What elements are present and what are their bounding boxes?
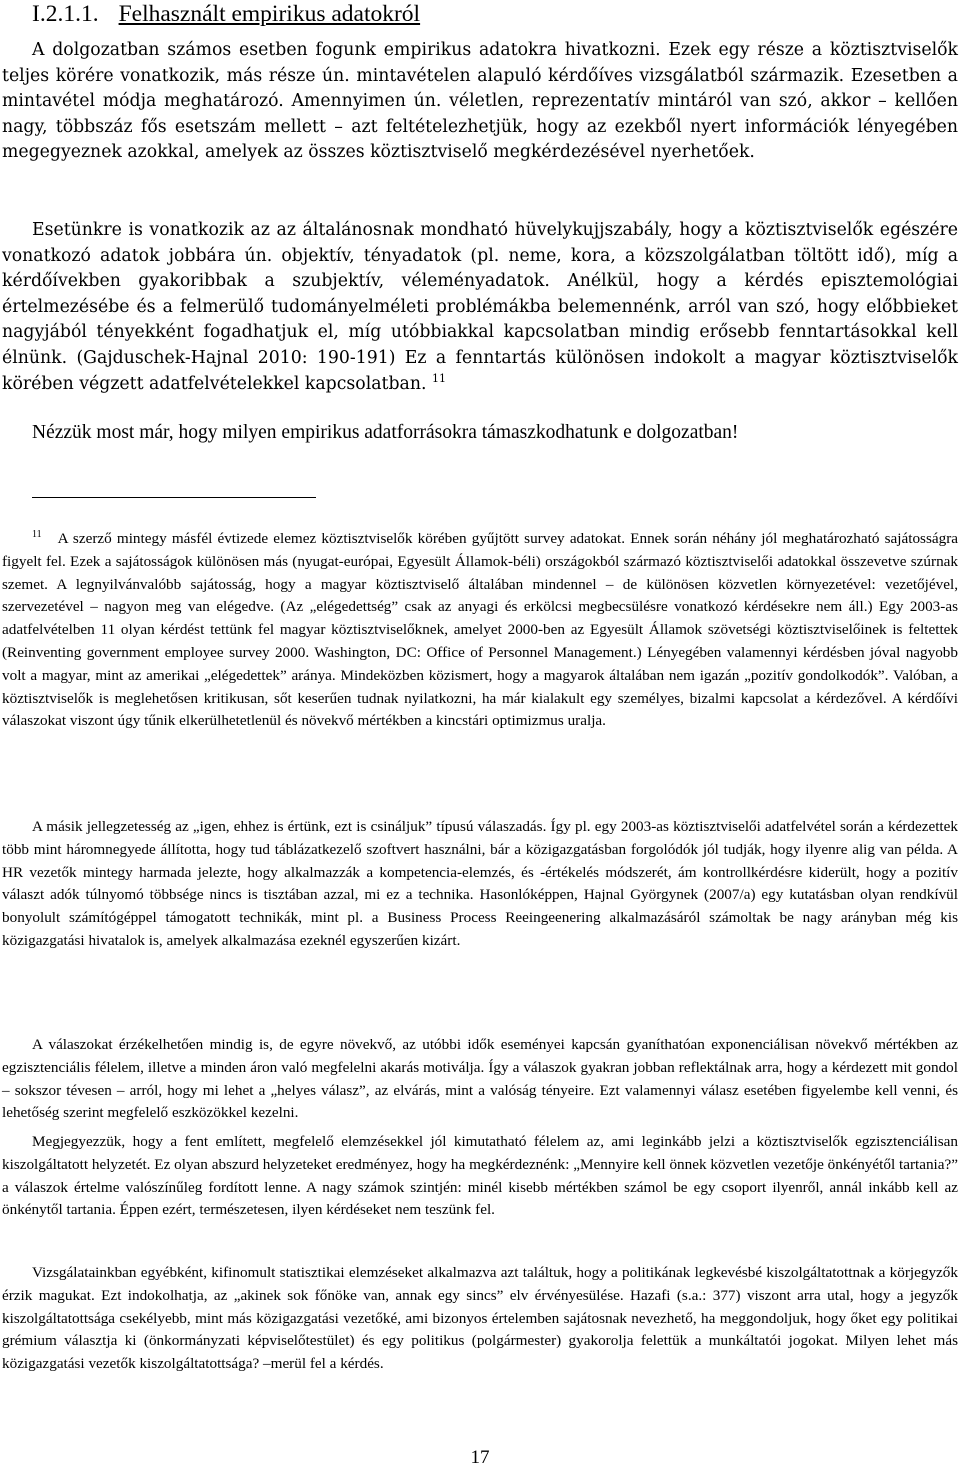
page-number: 17 bbox=[470, 1447, 490, 1468]
footnote-paragraph-2: A másik jellegzetesség az „igen, ehhez is értünk, ezt is csináljuk” típusú válaszadás. Így pl. egy 2003-as köztisztviselői adatfelvétel során a kérdezettek több mint háromnegyede állította, hogy tud táblázatkezelő szoftvert használni, bár a közigazgatásban forgolódók jól tudják, hogy ilyenre alig van példa. A HR vezetők mintegy harmada jelezte, hogy alkalmazzák a kompetencia-elemzés, és -értékelés módszerét, ám kontrollkérdésre kiderült, hogy a pozitív választ adók túlnyomó többsége nincs is tisztában azzal, mi ez a technika. Hasonlóképpen, Hajnal Györgynek (2007/a) egy kutatásban olyan rendkívül bonyolult számítógéppel támogatott technikák, mint pl. a Business Process Reeingeenering alkalmazásáról számoltak be nagy arányban még kis közigazgatási hivatalok is, amelyek alkalmazása ezeknél egyszerűen kizárt. bbox=[2, 818, 958, 949]
body-paragraph-2 bbox=[2, 218, 958, 397]
footnote-paragraph-1 bbox=[2, 528, 958, 733]
footnote-paragraph-4: Megjegyezzük, hogy a fent említett, megfelelő elemzésekkel jól kimutatható félelem az, ami leginkább jelzi a köztisztviselők egzisztenciálisan kiszolgáltatott helyzetét. Ez olyan abszurd helyzeteket eredményez, hogy ha megkérdeznénk: „Mennyire kell önnek közvetlen vezetője önkényétől tartania?” a válaszok értelme valószínűleg fordított lenne. A nagy számok szintjén: minél kisebb mértékben számol be egy csoport ilyenről, annál inkább kell az önkénytől tartania. Éppen ezért, természetesen, ilyen kérdéseket nem teszünk fel. bbox=[2, 1133, 958, 1219]
footnote-reference[interactable]: 11 bbox=[431, 371, 446, 385]
section-title: Felhasznált empirikus adatokról bbox=[118, 1, 421, 27]
body-paragraph-2-text: Esetünkre is vonatkozik az az általánosnak mondható hüvelykujjszabály, hogy a köztisztviselők egészére vonatkozó adatok jobbára ún. objektív, tényadatok (pl. neme, kora, a közszolgálatban töltött idő), míg a kérdőívekben gyakoribbak a szubjektív, véleményadatok. Anélkül, hogy a kérdés episztemológiai értelmezésébe és a felmerülő tudományelméleti problémákba belemennénk, arról van szó, hogy előbbieket nagyjából tényekként fogadhatjuk el, míg utóbbiakkal kapcsolatban mindig erősebb fenntartásokkal kell élnünk. (Gajduschek-Hajnal 2010: 190-191) Ez a fenntartás különösen indokolt a magyar köztisztviselők körében végzett adatfelvételekkel kapcsolatban. bbox=[2, 220, 958, 394]
footnote-paragraph-3: A válaszokat érzékelhetően mindig is, de egyre növekvő, az utóbbi idők eseményei kapcsán gyaníthatóan exponenciálisan növekvő mértékben az egzisztenciális félelem, illetve a minden áron való megfelelni akarás motiválja. Így a válaszok gyakran jobban reflektálnak arra, hogy a kérdezett mit gondol – sokszor tévesen – arról, hogy mi lehet a „helyes válasz”, az elvárás, mint a valóság tényeire. Ezt valamennyi válasz esetében figyelembe kell venni, és lehetőség szerint megfelelő eszközökkel kezelni. bbox=[2, 1036, 958, 1122]
section-heading bbox=[32, 0, 420, 28]
section-number: I.2.1.1. bbox=[32, 1, 99, 27]
footnote-number: 11 bbox=[32, 529, 42, 540]
footnote-paragraph-1-text: A szerző mintegy másfél évtizede elemez köztisztviselők körében gyűjtött survey adatokat. Ennek során néhány jól meghatározható sajátosságra figyelt fel. Ezek a sajátosságok különösen más (nyugat-európai, Egyesült Államok-béli) országokból származó köztisztviselői adatokkal összevetve szúrnak szemet. A legnyilvánvalóbb sajátosság, hogy a magyar köztisztviselő általában mindennel – de különösen közvetlen környezetével: vezetőjével, szervezetével – nagyon meg van elégedve. (Az „elégedettség” csak az anyagi és erkölcsi megbecsülésre vonatkozó kérdésekre nem áll.) Egy 2003-as adatfelvételben 11 olyan kérdést tettünk fel magyar köztisztviselőknek, amelyet 2000-ben az Egyesült Államok szövetségi köztisztviselőinek is feltettek (Reinventing government employee survey 2000. Washington, DC: Office of Personnel Management.) Lényegében valamennyi kérdésben jóval nagyobb volt a magyar, mint az amerikai „elégedettek” aránya. Mindeközben közismert, hogy a magyarok általában nem igazán „pozitív gondolkodók”. Valóban, a köztisztviselők is meglehetősen kritikusan, sőt keserűen tudnak nyilatkozni, ha már kialakult egy személyes, bizalmi kapcsolat a kérdezővel. A kérdőívi válaszokat viszont úgy tűnik elkerülhetetlenül és növekvő mértékben a kincstári optimizmus uralja. bbox=[2, 530, 958, 730]
footnote-paragraph-5: Vizsgálatainkban egyébként, kifinomult statisztikai elemzéseket alkalmazva azt találtuk, hogy a politikának legkevésbé kiszolgáltatottnak a körjegyzők érzik magukat. Ezt indokolhatja, az „akinek sok főnöke van, annak egy sincs” elv érvényesülése. Hazafi (s.a.: 377) viszont arra utal, hogy a jegyzők kiszolgáltatottsága csekélyebb, mint más közigazgatási vezetőké, ami bizonyos értelemben sajátosnak nevezhető, ha meggondoljuk, hogy őket egy politikai grémium választja ki (önkormányzati képviselőtestület) és egy politikus (polgármester) gyakorolja felettük a munkáltatói jogokat. Milyen lehet más közigazgatási vezetők kiszolgáltatottsága? –merül fel a kérdés. bbox=[2, 1264, 958, 1373]
body-paragraph-1: A dolgozatban számos esetben fogunk empirikus adatokra hivatkozni. Ezek egy része a köztisztviselők teljes körére vonatkozik, más része ún. mintavételen alapuló kérdőíves vizsgálatból származik. Ezesetben a mintavétel módja meghatározó. Amennyimen ún. véletlen, reprezentatív mintáról van szó, akkor – kellően nagy, többszáz fős esetszám mellett – azt feltételezhetjük, hogy az ezekből nyert információk lényegében megegyeznek azokkal, amelyek az összes köztisztviselő megkérdezésével nyerhetőek. bbox=[2, 40, 958, 163]
body-paragraph-3: Nézzük most már, hogy milyen empirikus adatforrásokra támaszkodhatunk e dolgozatban! bbox=[32, 422, 739, 443]
footnote-separator bbox=[32, 497, 316, 498]
